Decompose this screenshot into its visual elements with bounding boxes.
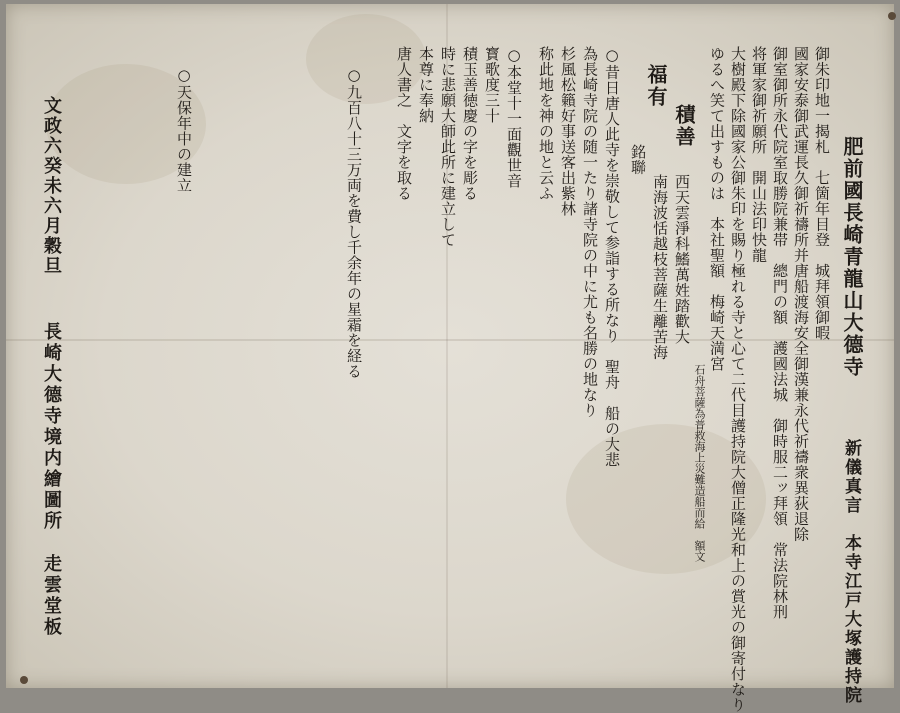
text-column: ○昔日唐人此寺を崇敬して参詣する所なり 聖舟 船の大悲 <box>603 46 621 468</box>
text-column: 大樹殿下除國家公御朱印を賜り極れる寺と心て二代目護持院大僧正隆光和上の賞光の御寄付なり <box>729 46 747 713</box>
text-column: 御朱印地一揭札 七箇年目登 城拜領御暇 <box>813 46 831 341</box>
document-title: 肥前國長崎青龍山大德寺 <box>840 136 864 378</box>
inscription-heading: 福有 <box>644 64 668 108</box>
text-column: 御室御所永代院室取勝院兼帯 總門の額 護國法城 御時服二ッ拜領 常法院林刑 <box>771 46 789 620</box>
text-column: 杉風松籟好事送客出紫林 <box>559 46 577 217</box>
couplet-line: 南海波恬越枝菩薩生離苦海 <box>651 174 669 360</box>
woodblock-print-sheet <box>6 4 894 713</box>
text-column: 称此地を神の地と云ふ <box>537 46 555 201</box>
text-column: ゆるへ笑て出すものは 本社聖額 梅崎天満宮 <box>708 46 726 372</box>
text-column: 本尊に奉納 <box>417 46 435 124</box>
text-column: 為長崎寺院の随一たり諸寺院の中に尤も名勝の地なり <box>581 46 599 418</box>
pin-hole-icon <box>20 676 28 684</box>
text-column: 時に悲願大師此所に建立して <box>439 46 457 248</box>
section-heading: ○本堂十一面觀世音 <box>505 46 523 189</box>
text-column: 積玉善徳慶の字を彫る <box>461 46 479 201</box>
text-column: 國家安泰御武運長久御祈禱所并唐船渡海安全御漢兼永代祈禱衆異荻退除 <box>792 46 810 542</box>
text-column: 唐人書之 文字を取る <box>395 46 413 201</box>
text-column: ○九百八十三万両を費し千余年の星霜を経る <box>345 66 363 379</box>
inscription-heading: 積善 <box>672 104 696 148</box>
publication-date: 文政六癸未六月穀旦 <box>41 96 62 276</box>
issuer-signature: 長崎大德寺境内繪圖所 <box>41 322 62 532</box>
document-subtitle: 新儀真言 本寺江戸大塚護持院 <box>841 439 861 705</box>
couplet-label: 銘聯 <box>629 144 647 175</box>
couplet-line: 西天雲淨科鰭萬姓踏歡大 <box>673 174 691 345</box>
pin-hole-icon <box>888 12 896 20</box>
text-column: 寳歌度三十 <box>483 46 501 124</box>
text-column: 将軍家御祈願所 開山法印快龍 <box>750 46 768 263</box>
publisher-name: 走雲堂板 <box>41 554 62 638</box>
annotation: 石舟菩薩為普救海上災難造船而給 額文 <box>693 364 706 562</box>
text-column: ○天保年中の建立 <box>175 66 193 193</box>
